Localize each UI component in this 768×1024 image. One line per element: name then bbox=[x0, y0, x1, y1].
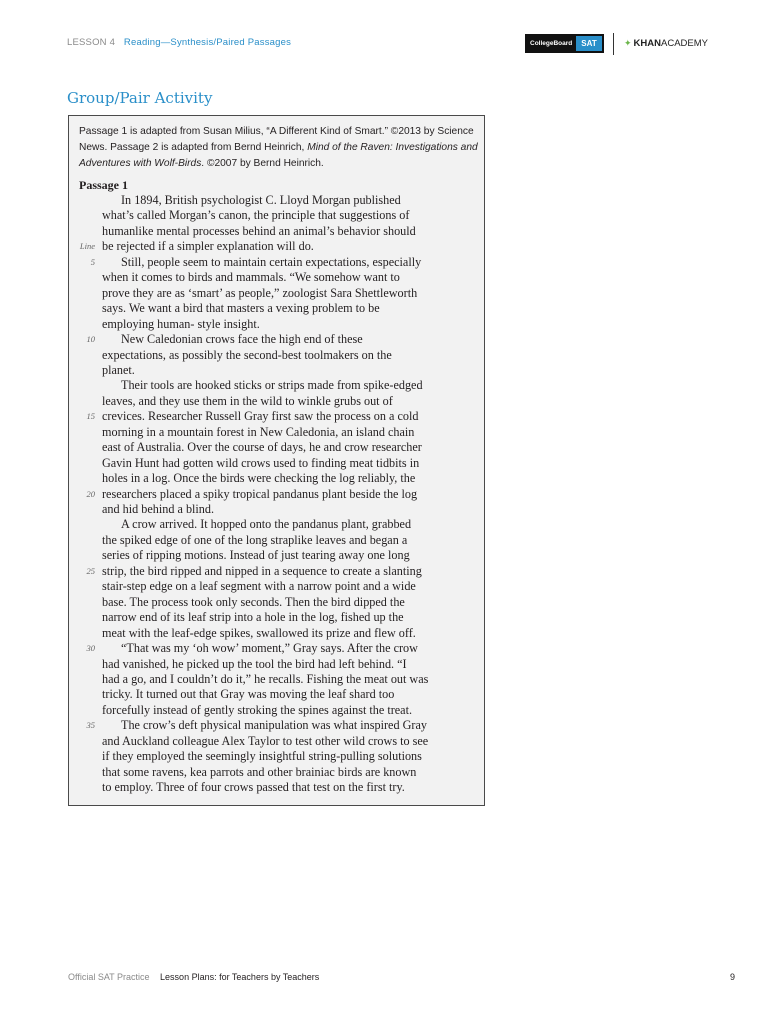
passage-line: expectations, as possibly the second-best toolmakers on the bbox=[102, 347, 392, 362]
line-number: 35 bbox=[86, 720, 95, 731]
passage-line: base. The process took only seconds. Then the bird dipped the bbox=[102, 594, 405, 609]
source-note bbox=[79, 124, 479, 172]
leaf-icon: ✦ bbox=[624, 38, 632, 48]
khan-academy-logo bbox=[624, 38, 708, 49]
line-number: 10 bbox=[86, 334, 95, 345]
passage-line: series of ripping motions. Instead of just tearing away one long bbox=[102, 548, 410, 563]
passage-line: The crow’s deft physical manipulation was what inspired Gray bbox=[121, 718, 427, 733]
passage-line: humanlike mental processes behind an animal’s behavior should bbox=[102, 223, 416, 238]
passage-line: had vanished, he picked up the tool the bird had left behind. “I bbox=[102, 656, 407, 671]
passage-line: narrow end of its leaf strip into a hole in the log, fished up the bbox=[102, 610, 404, 625]
passage-line: planet. bbox=[102, 362, 135, 377]
passage-line: what’s called Morgan’s canon, the principle that suggestions of bbox=[102, 208, 410, 223]
passage-line: researchers placed a spiky tropical pandanus plant beside the log bbox=[102, 486, 418, 501]
passage-line: employing human- style insight. bbox=[102, 316, 260, 331]
passage-title: Passage 1 bbox=[79, 178, 128, 192]
passage-line: the spiked edge of one of the long straplike leaves and began a bbox=[102, 532, 408, 547]
passage-line: if they employed the seemingly insightful string-pulling solutions bbox=[102, 749, 422, 764]
khan-wordmark-rest: ACADEMY bbox=[661, 38, 708, 49]
line-number: 5 bbox=[90, 256, 95, 267]
footer bbox=[68, 972, 319, 982]
passage-line: crevices. Researcher Russell Gray first saw the process on a cold bbox=[102, 409, 419, 424]
passage-line: Their tools are hooked sticks or strips made from spike-edged bbox=[121, 378, 423, 393]
passage-line: “That was my ‘oh wow’ moment,” Gray says. After the crow bbox=[121, 641, 418, 656]
passage-line: In 1894, British psychologist C. Lloyd Morgan published bbox=[121, 193, 401, 207]
passage-line: A crow arrived. It hopped onto the pandanus plant, grabbed bbox=[121, 517, 412, 532]
passage-line: when it comes to birds and mammals. “We somehow want to bbox=[102, 270, 400, 285]
passage-line: New Caledonian crows face the high end of these bbox=[121, 332, 363, 347]
footer-brand: Official SAT Practice bbox=[68, 972, 150, 982]
passage-line: stair-step edge on a leaf segment with a narrow point and a wide bbox=[102, 579, 416, 594]
passage-line: prove they are as ‘smart’ as people,” zoologist Sara Shettleworth bbox=[102, 285, 418, 300]
passage-line: to employ. Three of four crows passed that test on the first try. bbox=[102, 780, 405, 795]
footer-series: Lesson Plans: for Teachers by Teachers bbox=[160, 972, 320, 982]
activity-title: Group/Pair Activity bbox=[67, 89, 213, 107]
passage-line: forcefully instead of gently stroking the spines against the treat. bbox=[102, 702, 413, 717]
source-note-book-title: Mind of the Raven: Investigations and Adventures with Wolf-Birds bbox=[79, 142, 478, 169]
passage-line: holes in a log. Once the birds were checking the log reliably, the bbox=[102, 471, 416, 486]
passage-line: Gavin Hunt had gotten wild crows used to finding meat tidbits in bbox=[102, 455, 420, 470]
passage-line: east of Australia. Over the course of days, he and crow researcher bbox=[102, 440, 422, 455]
source-note-part2: . ©2007 by Bernd Heinrich. bbox=[201, 158, 324, 169]
khan-wordmark-bold: KHAN bbox=[633, 38, 661, 49]
collegeboard-wordmark: CollegeBoard bbox=[530, 40, 573, 47]
logo-divider bbox=[613, 33, 614, 55]
page-number: 9 bbox=[730, 972, 736, 982]
line-number: 30 bbox=[86, 643, 95, 654]
line-number: 20 bbox=[86, 488, 95, 499]
source-note-part1: Passage 1 is adapted from Susan Milius, “A Different Kind of Smart.” ©2013 by Science News. Passage 2 is adapted from Bernd Heinrich, bbox=[79, 126, 474, 153]
passage-line: tricky. It turned out that Gray was moving the leaf shard too bbox=[102, 687, 395, 702]
passage-line: morning in a mountain forest in New Caledonia, an island chain bbox=[102, 424, 415, 439]
passage-line: leaves, and they use them in the wild to winkle grubs out of bbox=[102, 393, 393, 408]
passage-line: had a go, and I couldn’t do it,” he recalls. Fishing the meat out was bbox=[102, 671, 429, 686]
passage-box bbox=[68, 115, 485, 806]
passage-line: says. We want a bird that masters a vexing problem to be bbox=[102, 301, 380, 316]
passage-line: and Auckland colleague Alex Taylor to test other wild crows to see bbox=[102, 733, 429, 748]
lesson-subject: Reading—Synthesis/Paired Passages bbox=[123, 37, 292, 48]
passage-line: that some ravens, kea parrots and other brainiac birds are known bbox=[102, 764, 417, 779]
sat-badge: SAT bbox=[576, 36, 602, 51]
lesson-label: LESSON 4 bbox=[67, 37, 116, 48]
passage-line: meat with the leaf-edge spikes, swallowed its prize and flew off. bbox=[102, 625, 416, 640]
collegeboard-sat-logo bbox=[525, 34, 604, 53]
passage-line: and hid behind a blind. bbox=[102, 502, 215, 516]
passage-line: strip, the bird ripped and nipped in a sequence to create a slanting bbox=[102, 563, 422, 578]
line-number: 15 bbox=[86, 411, 95, 422]
passage-line: Still, people seem to maintain certain expectations, especially bbox=[121, 254, 422, 269]
lesson-header bbox=[67, 37, 291, 48]
passage-line: be rejected if a simpler explanation will do. bbox=[102, 239, 314, 254]
line-number: 25 bbox=[86, 565, 95, 576]
line-number: Line bbox=[79, 241, 95, 252]
